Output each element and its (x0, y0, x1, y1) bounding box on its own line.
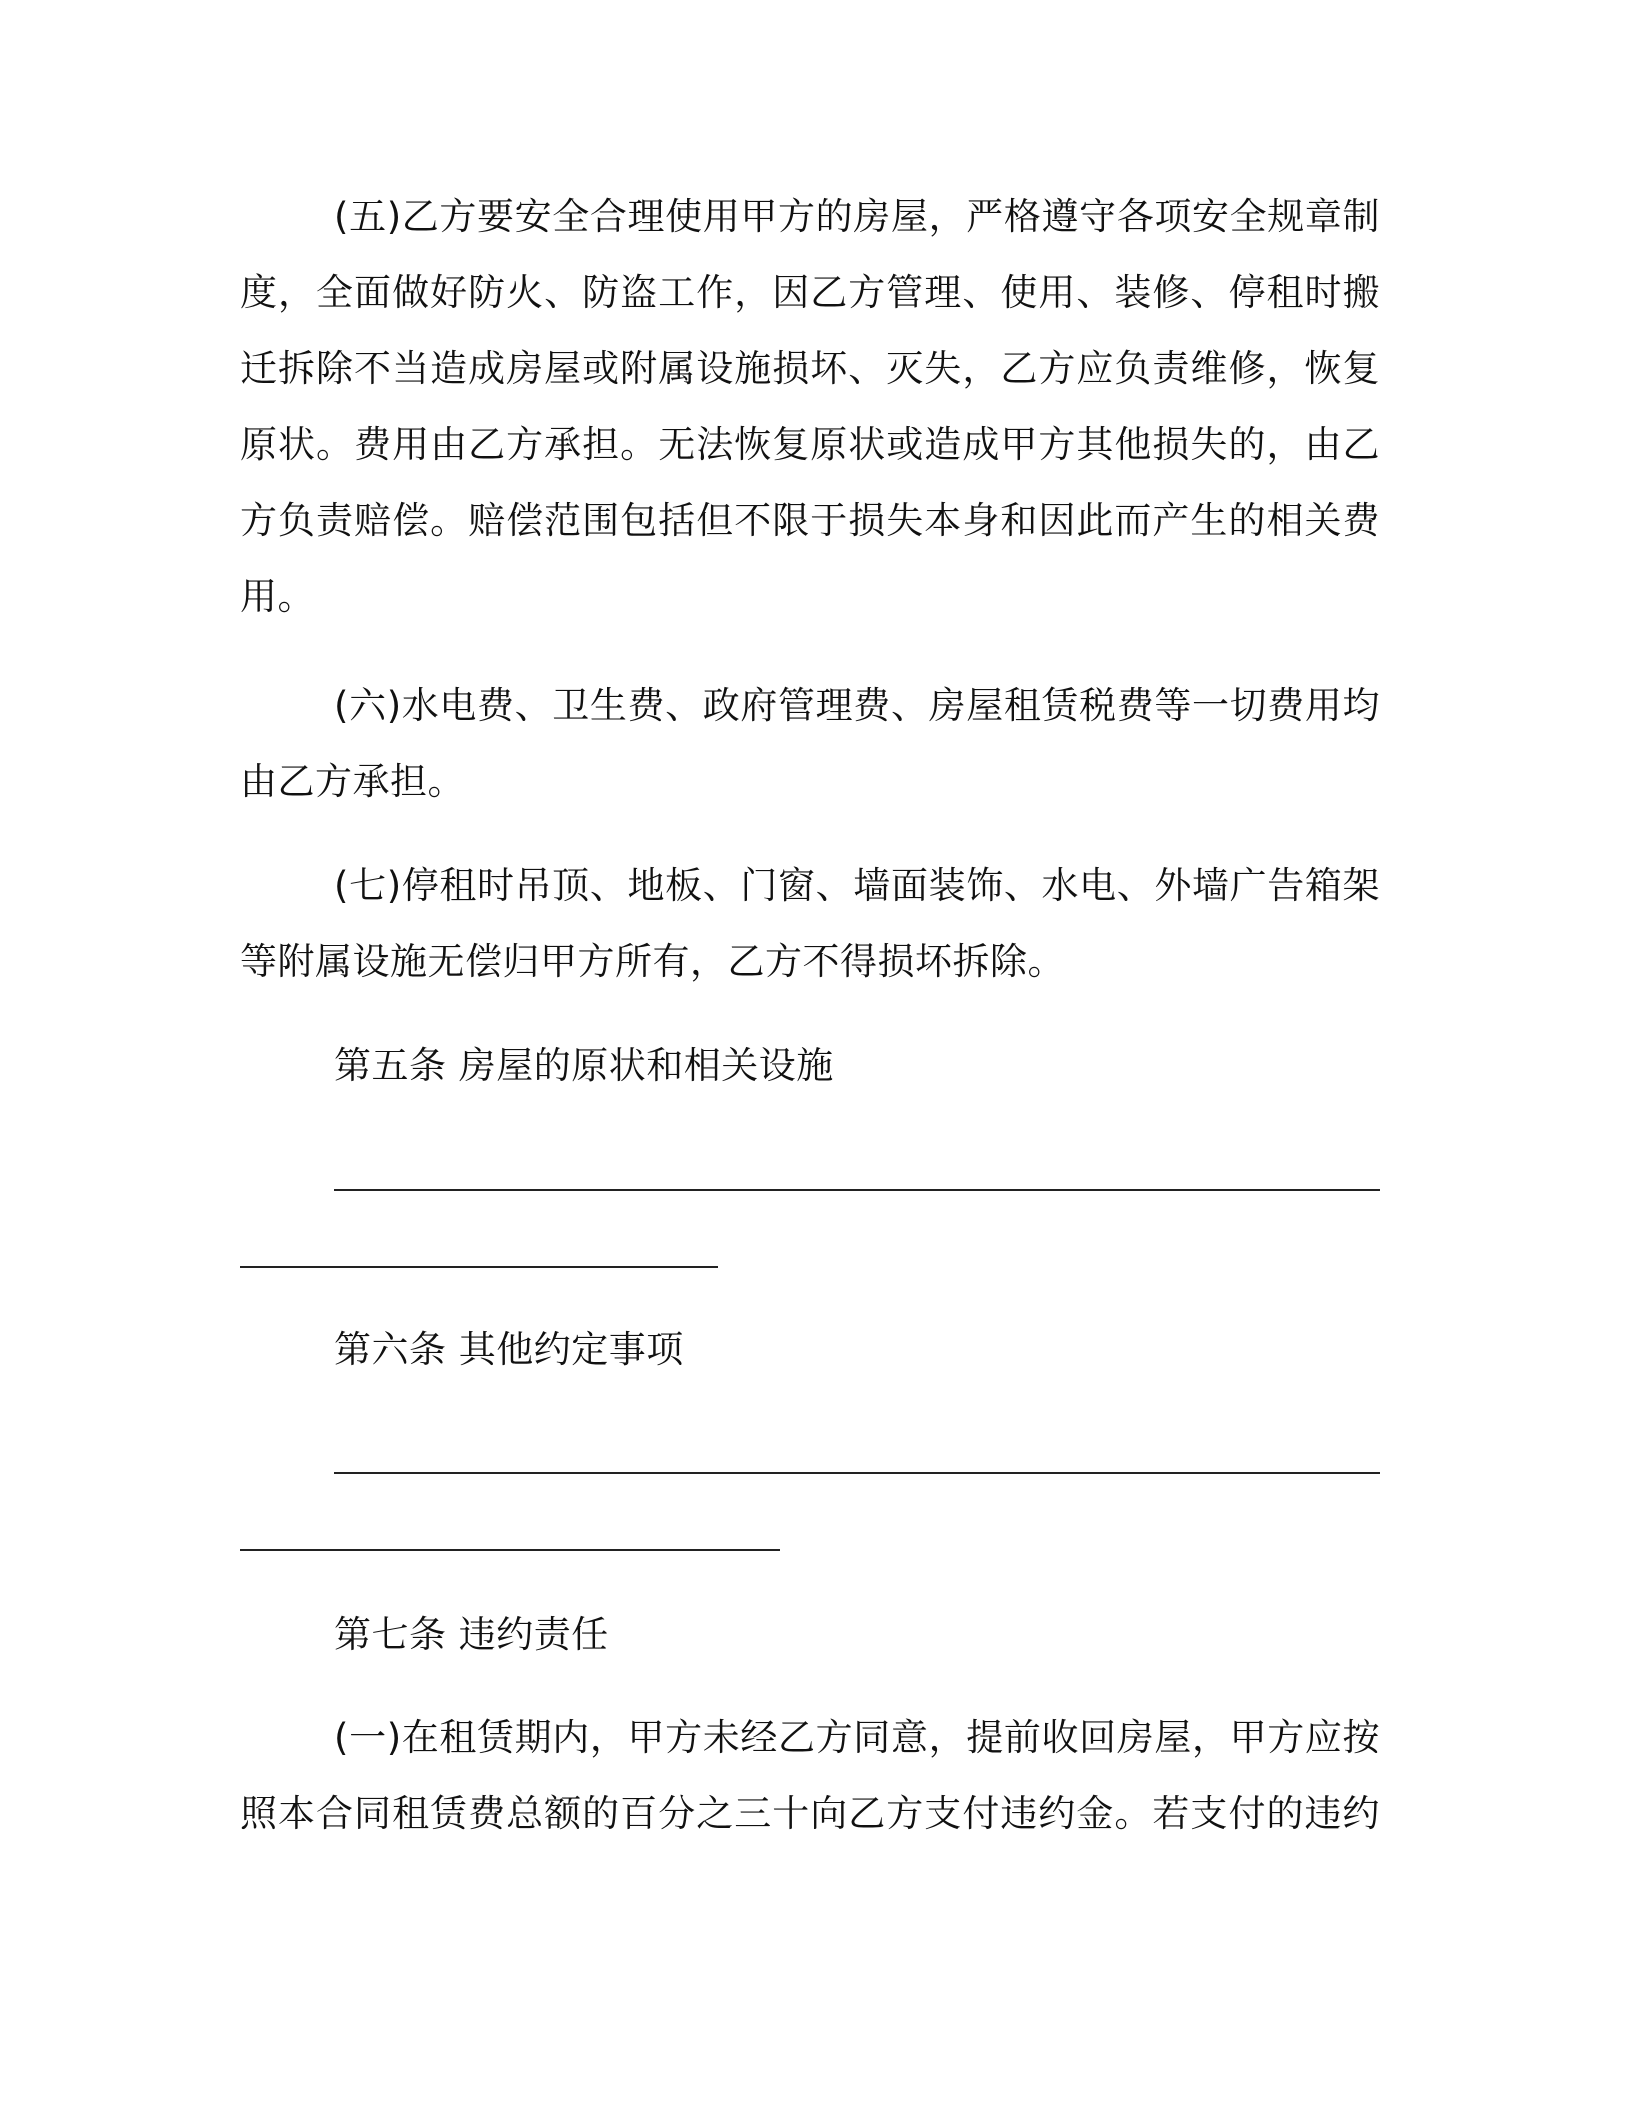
article-5-blank-line-1 (334, 1189, 1380, 1191)
paragraph-5-line-4: 原状。费用由乙方承担。无法恢复原状或造成甲方其他损失的，由乙 (240, 423, 1380, 466)
article-7-heading: 第七条 违约责任 (334, 1613, 609, 1656)
paragraph-5-line-2: 度，全面做好防火、防盗工作，因乙方管理、使用、装修、停租时搬 (240, 271, 1380, 314)
paragraph-5-line-1: (五)乙方要安全合理使用甲方的房屋，严格遵守各项安全规章制 (334, 195, 1380, 238)
paragraph-6-line-1: (六)水电费、卫生费、政府管理费、房屋租赁税费等一切费用均 (334, 684, 1380, 727)
article-7-paragraph-1-line-2: 照本合同租赁费总额的百分之三十向乙方支付违约金。若支付的违约 (240, 1792, 1380, 1835)
article-6-blank-line-2 (240, 1549, 780, 1551)
paragraph-5-line-5: 方负责赔偿。赔偿范围包括但不限于损失本身和因此而产生的相关费 (240, 499, 1380, 542)
paragraph-5-line-3: 迁拆除不当造成房屋或附属设施损坏、灭失，乙方应负责维修，恢复 (240, 347, 1380, 390)
paragraph-7-line-2: 等附属设施无偿归甲方所有，乙方不得损坏拆除。 (240, 940, 1065, 983)
paragraph-6-line-2: 由乙方承担。 (240, 760, 465, 803)
paragraph-7-line-1: (七)停租时吊顶、地板、门窗、墙面装饰、水电、外墙广告箱架 (334, 864, 1380, 907)
article-6-blank-line-1 (334, 1472, 1380, 1474)
paragraph-5-line-6: 用。 (240, 575, 315, 618)
article-5-blank-line-2 (240, 1266, 718, 1268)
article-5-heading: 第五条 房屋的原状和相关设施 (334, 1044, 834, 1087)
article-7-paragraph-1-line-1: (一)在租赁期内，甲方未经乙方同意，提前收回房屋，甲方应按 (334, 1716, 1380, 1759)
article-6-heading: 第六条 其他约定事项 (334, 1328, 684, 1371)
